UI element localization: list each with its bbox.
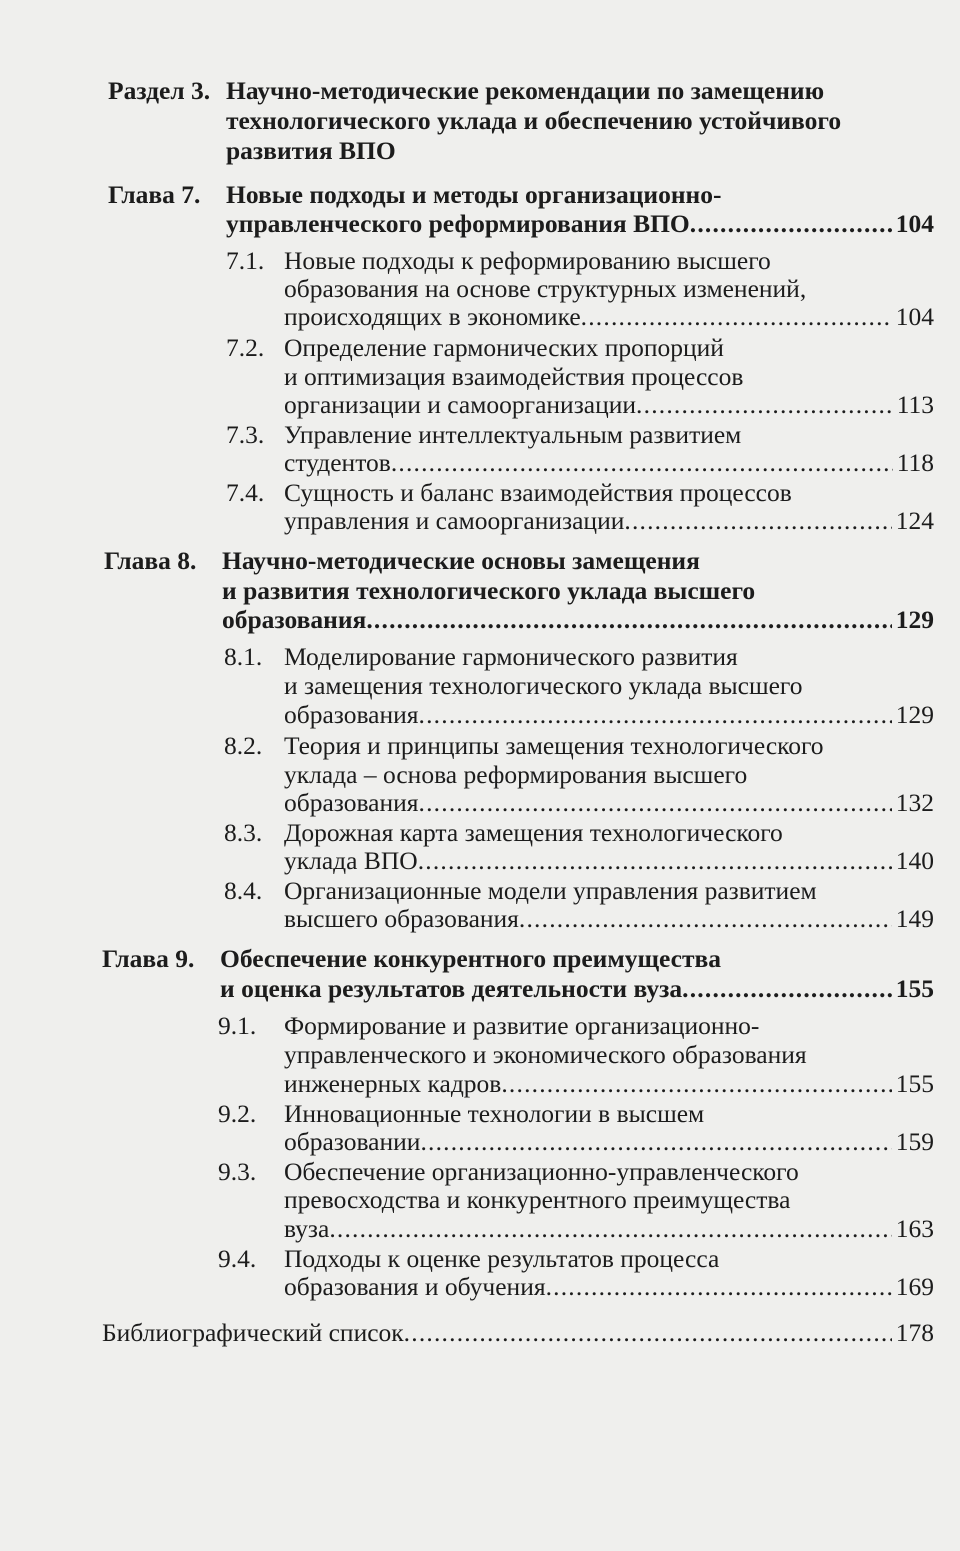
chapter-title-line: и развития технологического уклада высшего <box>222 576 756 605</box>
dot-leader <box>391 448 893 478</box>
page-number: 178 <box>895 1318 934 1347</box>
item-number: 7.4. <box>226 478 265 507</box>
item-line: образовании <box>284 1127 421 1156</box>
item-line: происходящих в экономике <box>284 302 581 331</box>
dot-leader <box>419 788 892 818</box>
section-title-line: Научно-методические рекомендации по замещению <box>226 76 825 105</box>
item-number: 7.1. <box>226 246 265 275</box>
page-number: 163 <box>895 1214 934 1243</box>
item-line: управления и самоорганизации <box>284 506 625 535</box>
item-line: и оптимизация взаимодействия процессов <box>284 362 744 391</box>
page-number: 155 <box>895 1069 934 1098</box>
chapter-title-line: Обеспечение конкурентного преимущества <box>220 944 721 973</box>
item-number: 7.3. <box>226 420 265 449</box>
dot-leader <box>404 1318 892 1348</box>
item-line: образования <box>284 700 419 729</box>
dot-leader <box>636 390 893 420</box>
section-title-line: технологического уклада и обеспечению устойчивого <box>226 106 842 135</box>
item-line: уклада ВПО <box>284 846 418 875</box>
item-line: Подходы к оценке результатов процесса <box>284 1244 720 1273</box>
item-line: образования <box>284 788 419 817</box>
dot-leader <box>519 904 892 934</box>
dot-leader <box>581 302 892 332</box>
chapter-title-line: управленческого реформирования ВПО <box>226 209 690 238</box>
item-line: Управление интеллектуальным развитием <box>284 420 742 449</box>
page-number: 155 <box>895 974 934 1003</box>
item-line: студентов <box>284 448 391 477</box>
chapter-label: Глава 7. <box>108 180 201 209</box>
item-number: 8.1. <box>224 642 263 671</box>
dot-leader <box>420 1127 891 1157</box>
section-label: Раздел 3. <box>108 76 211 105</box>
item-number: 8.2. <box>224 731 263 760</box>
page-number: 132 <box>895 788 934 817</box>
page-number: 124 <box>895 506 934 535</box>
section-title-line: развития ВПО <box>226 136 396 165</box>
item-number: 7.2. <box>226 333 265 362</box>
item-line: образования на основе структурных изменений, <box>284 274 807 303</box>
chapter-label: Глава 9. <box>102 944 195 973</box>
dot-leader <box>419 700 892 730</box>
item-line: Организационные модели управления развитием <box>284 876 817 905</box>
item-line: Теория и принципы замещения технологического <box>284 731 824 760</box>
page-number: 140 <box>895 846 934 875</box>
dot-leader <box>501 1069 891 1099</box>
item-line: Обеспечение организационно-управленческого <box>284 1157 799 1186</box>
item-line: уклада – основа реформирования высшего <box>284 760 748 789</box>
page-number: 118 <box>896 448 934 477</box>
item-line: и замещения технологического уклада высшего <box>284 671 803 700</box>
chapter-label: Глава 8. <box>104 546 197 575</box>
page-number: 169 <box>895 1272 934 1301</box>
page-number: 129 <box>895 605 934 634</box>
item-line: инженерных кадров <box>284 1069 502 1098</box>
item-number: 9.3. <box>218 1157 257 1186</box>
page-number: 129 <box>895 700 934 729</box>
page-number: 104 <box>895 302 934 331</box>
item-line: организации и самоорганизации <box>284 390 637 419</box>
item-number: 9.4. <box>218 1244 257 1273</box>
item-line: Инновационные технологии в высшем <box>284 1099 705 1128</box>
dot-leader <box>329 1214 891 1244</box>
page-number: 149 <box>895 904 934 933</box>
item-line: Новые подходы к реформированию высшего <box>284 246 771 275</box>
dot-leader <box>418 846 892 876</box>
item-line: Формирование и развитие организационно- <box>284 1011 760 1040</box>
item-line: превосходства и конкурентного преимущества <box>284 1185 791 1214</box>
item-line: вуза <box>284 1214 330 1243</box>
item-line: Сущность и баланс взаимодействия процессов <box>284 478 792 507</box>
dot-leader <box>690 209 892 239</box>
item-number: 9.1. <box>218 1011 257 1040</box>
item-line: Моделирование гармонического развития <box>284 642 738 671</box>
chapter-title-line: Научно-методические основы замещения <box>222 546 700 575</box>
item-line: образования и обучения <box>284 1272 546 1301</box>
item-number: 9.2. <box>218 1099 257 1128</box>
bibliography-label: Библиографический список <box>102 1318 404 1347</box>
item-line: высшего образования <box>284 904 519 933</box>
chapter-title-line: Новые подходы и методы организационно- <box>226 180 722 209</box>
page-number: 113 <box>896 390 934 419</box>
item-number: 8.3. <box>224 818 263 847</box>
item-line: управленческого и экономического образования <box>284 1040 807 1069</box>
dot-leader <box>546 1272 892 1302</box>
page-number: 159 <box>895 1127 934 1156</box>
chapter-title-line: образования <box>222 605 367 634</box>
item-line: Определение гармонических пропорций <box>284 333 724 362</box>
item-line: Дорожная карта замещения технологического <box>284 818 783 847</box>
dot-leader <box>624 506 891 536</box>
item-number: 8.4. <box>224 876 263 905</box>
dot-leader <box>366 605 891 635</box>
page-number: 104 <box>895 209 934 238</box>
chapter-title-line: и оценка результатов деятельности вуза <box>220 974 683 1003</box>
dot-leader <box>682 974 892 1004</box>
